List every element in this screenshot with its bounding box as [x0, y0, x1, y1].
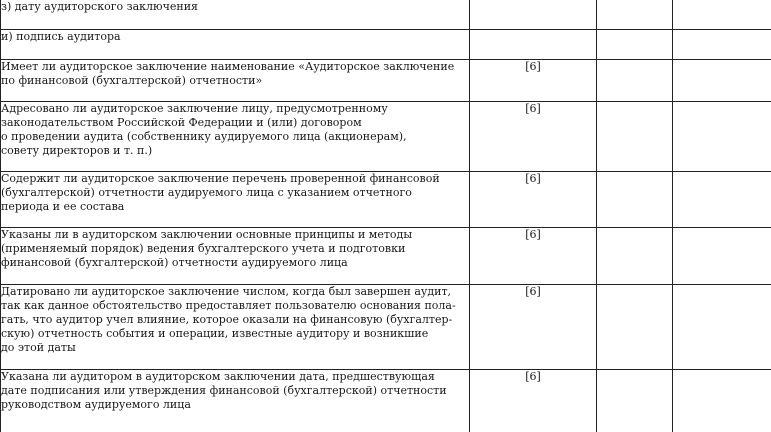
answer-cell	[597, 30, 673, 60]
answer-cell	[597, 370, 673, 432]
answer-cell	[597, 285, 673, 370]
comment-cell	[673, 228, 771, 285]
question-cell	[1, 370, 470, 432]
comment-cell	[673, 60, 771, 102]
question-text-line: совету директоров и т. п.)	[1, 144, 153, 157]
question-text-line: Содержит ли аудиторское заключение перечень проверенной финансовой	[1, 172, 440, 185]
reference-cell: [6]	[470, 102, 597, 172]
question-cell	[1, 228, 470, 285]
comment-cell	[673, 370, 771, 432]
comment-cell	[673, 30, 771, 60]
comment-cell	[673, 102, 771, 172]
answer-cell	[597, 0, 673, 30]
reference-cell: [6]	[470, 285, 597, 370]
comment-cell	[673, 285, 771, 370]
table-row	[1, 102, 771, 172]
table-row	[1, 0, 771, 30]
comment-cell	[673, 172, 771, 228]
question-text-line: периода и ее состава	[1, 200, 125, 213]
table-row	[1, 370, 771, 432]
question-text-line: о проведении аудита (собственнику аудируемого лица (акционерам),	[1, 130, 407, 143]
question-text-line: (бухгалтерской) отчетности аудируемого лица с указанием отчетного	[1, 186, 412, 199]
answer-cell	[597, 228, 673, 285]
question-text-line: по финансовой (бухгалтерской) отчетности»	[1, 74, 263, 87]
reference-cell: [6]	[470, 172, 597, 228]
reference-cell	[470, 0, 597, 30]
question-cell	[1, 0, 470, 30]
question-text-line: законодательством Российской Федерации и (или) договором	[1, 116, 362, 129]
question-text-line: дате подписания или утверждения финансовой (бухгалтерской) отчетности	[1, 384, 447, 397]
question-text-line: руководством аудируемого лица	[1, 398, 191, 411]
question-text-line: з) дату аудиторского заключения	[1, 0, 198, 13]
reference-cell	[470, 30, 597, 60]
question-text-line: гать, что аудитор учел влияние, которое оказали на финансовую (бухгалтер-	[1, 313, 453, 326]
question-text-line: Указаны ли в аудиторском заключении основные принципы и методы	[1, 228, 413, 241]
question-text-line: Указана ли аудитором в аудиторском заключении дата, предшествующая	[1, 370, 435, 383]
question-text-line: Имеет ли аудиторское заключение наименование «Аудиторское заключение	[1, 60, 455, 73]
answer-cell	[597, 60, 673, 102]
table-row	[1, 228, 771, 285]
table-row	[1, 30, 771, 60]
question-cell	[1, 102, 470, 172]
table-row	[1, 60, 771, 102]
question-text-line: скую) отчетность события и операции, известные аудитору и возникшие	[1, 327, 429, 340]
question-text-line: финансовой (бухгалтерской) отчетности аудируемого лица	[1, 256, 348, 269]
reference-cell: [6]	[470, 60, 597, 102]
reference-cell: [6]	[470, 370, 597, 432]
answer-cell	[597, 172, 673, 228]
table-row	[1, 285, 771, 370]
question-text-line: так как данное обстоятельство предоставляет пользователю основания пола-	[1, 299, 456, 312]
reference-cell: [6]	[470, 228, 597, 285]
question-cell	[1, 172, 470, 228]
question-text-line: Адресовано ли аудиторское заключение лицу, предусмотренному	[1, 102, 388, 115]
table-row	[1, 172, 771, 228]
question-cell	[1, 285, 470, 370]
question-text-line: до этой даты	[1, 341, 76, 354]
comment-cell	[673, 0, 771, 30]
question-text-line: Датировано ли аудиторское заключение числом, когда был завершен аудит,	[1, 285, 452, 298]
question-text-line: и) подпись аудитора	[1, 30, 121, 43]
question-cell	[1, 30, 470, 60]
question-cell	[1, 60, 470, 102]
answer-cell	[597, 102, 673, 172]
question-text-line: (применяемый порядок) ведения бухгалтерского учета и подготовки	[1, 242, 406, 255]
